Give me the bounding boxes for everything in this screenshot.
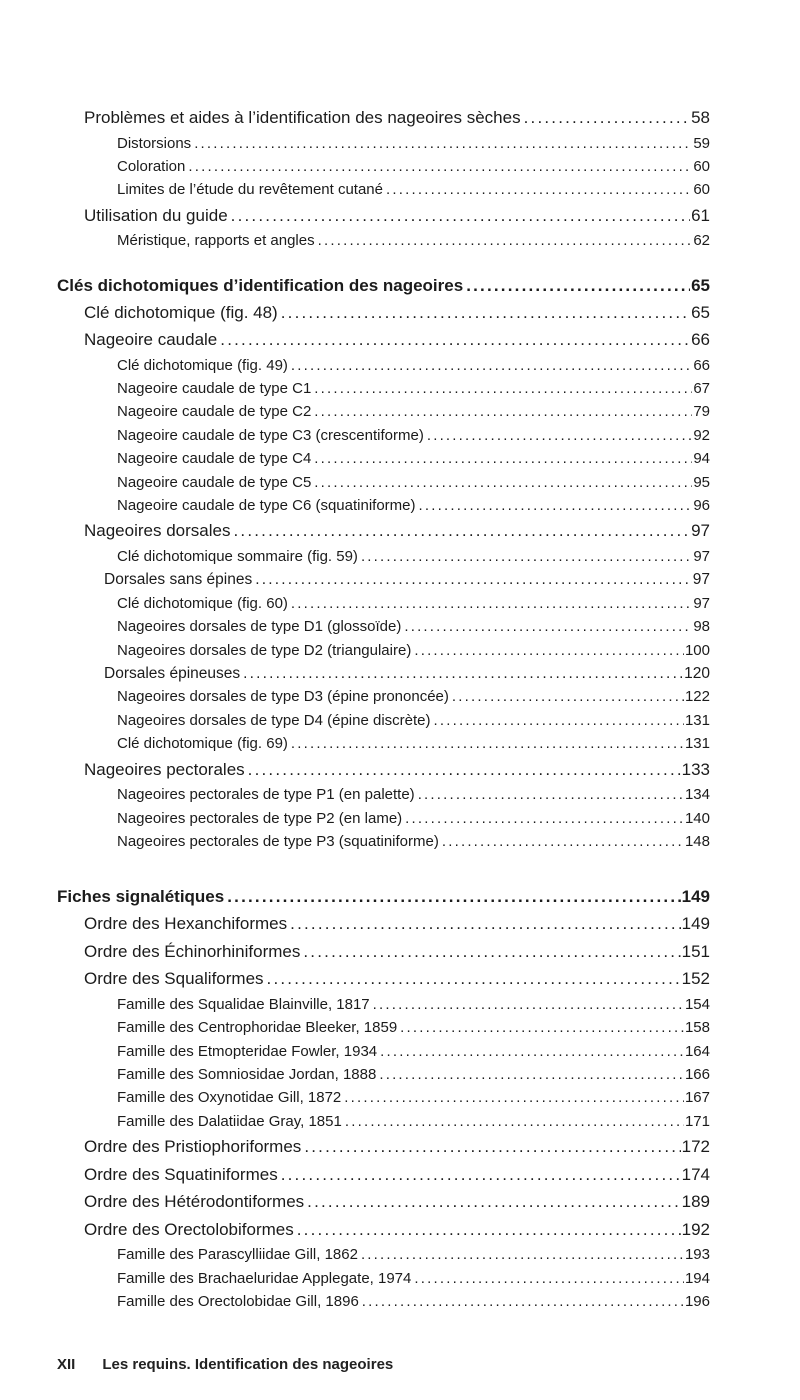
toc-entry-page: 148: [684, 832, 710, 850]
toc-entry-page: 97: [693, 547, 710, 565]
toc-entry: [57, 178, 710, 201]
toc-entry-page: 167: [684, 1089, 710, 1107]
toc-entry: [57, 615, 710, 638]
toc-entry-label: Famille des Centrophoridae Bleeker, 1859: [117, 1019, 398, 1037]
dot-leader: [405, 807, 684, 830]
toc-entry-label: Famille des Orectolobidae Gill, 1896: [117, 1293, 359, 1311]
dot-leader: [194, 132, 692, 155]
dot-leader: [291, 592, 692, 615]
dot-leader: [233, 517, 690, 545]
toc-entry: [57, 639, 710, 662]
toc-entry-page: 100: [684, 641, 710, 659]
toc-entry-page: 96: [693, 497, 710, 515]
toc-entry: [57, 756, 710, 784]
toc-entry: [57, 447, 710, 470]
toc-entry-page: 196: [684, 1293, 710, 1311]
toc-entry-page: 97: [692, 571, 710, 589]
toc-entry-page: 67: [693, 380, 710, 398]
toc-entry: [57, 471, 710, 494]
toc-entry-label: Méristique, rapports et angles: [117, 232, 315, 250]
dot-leader: [361, 1243, 684, 1266]
folio-page-number: XII: [57, 1356, 76, 1373]
toc-entry-page: 154: [684, 995, 710, 1013]
toc-entry-page: 60: [693, 157, 710, 175]
toc-entry-page: 66: [693, 356, 710, 374]
toc-entry-label: Nageoire caudale: [84, 330, 218, 350]
toc-entry-label: Dorsales épineuses: [104, 665, 241, 682]
toc-entry: [57, 517, 710, 545]
toc-entry-label: Nageoire caudale de type C1: [117, 380, 312, 398]
toc-entry: [57, 1016, 710, 1039]
toc-entry: [57, 1290, 710, 1313]
dot-leader: [344, 1086, 684, 1109]
table-of-contents: [57, 104, 710, 1314]
dot-leader: [314, 377, 692, 400]
toc-entry-label: Clé dichotomique (fig. 60): [117, 594, 288, 612]
dot-leader: [400, 1016, 684, 1039]
toc-entry: [57, 965, 710, 993]
toc-entry-page: 194: [684, 1269, 710, 1287]
dot-leader: [442, 830, 684, 853]
toc-entry-label: Fiches signalétiques: [57, 887, 225, 907]
dot-leader: [414, 639, 684, 662]
toc-entry-label: Nageoire caudale de type C5: [117, 473, 312, 491]
toc-entry-page: 166: [684, 1066, 710, 1084]
toc-entry-page: 58: [691, 108, 710, 127]
toc-entry-page: 65: [691, 275, 710, 295]
toc-entry-page: 131: [684, 735, 710, 753]
running-title: Les requins. Identification des nageoires: [102, 1356, 394, 1373]
toc-entry: [57, 1267, 710, 1290]
toc-entry: [57, 709, 710, 732]
toc-entry-label: Ordre des Orectolobiformes: [84, 1219, 294, 1239]
toc-entry-label: Problèmes et aides à l’identification des nageoires sèches: [84, 108, 521, 127]
dot-leader: [386, 178, 692, 201]
toc-entry-label: Ordre des Squaliformes: [84, 969, 264, 989]
toc-entry: [57, 783, 710, 806]
dot-leader: [419, 494, 693, 517]
dot-leader: [281, 1161, 681, 1189]
dot-leader: [314, 471, 692, 494]
toc-entry-page: 59: [693, 134, 710, 152]
toc-entry-label: Nageoire caudale de type C4: [117, 450, 312, 468]
toc-entry-label: Famille des Squalidae Blainville, 1817: [117, 995, 370, 1013]
toc-entry: [57, 155, 710, 178]
toc-entry-label: Clé dichotomique (fig. 48): [84, 302, 278, 322]
toc-entry-page: 134: [684, 786, 710, 804]
toc-entry-page: 149: [681, 887, 710, 907]
toc-entry: [57, 299, 710, 327]
toc-entry-page: 97: [693, 594, 710, 612]
dot-leader: [414, 1267, 684, 1290]
toc-entry: [57, 132, 710, 155]
toc-entry: [57, 993, 710, 1016]
toc-entry-page: 97: [691, 521, 710, 541]
dot-leader: [231, 202, 690, 230]
toc-entry-page: 62: [693, 232, 710, 250]
dot-leader: [373, 993, 684, 1016]
toc-entry-label: Nageoires pectorales de type P3 (squatiniforme): [117, 832, 439, 850]
dot-leader: [291, 354, 692, 377]
dot-leader: [227, 884, 680, 910]
toc-entry: [57, 807, 710, 830]
toc-entry-label: Ordre des Hexanchiformes: [84, 914, 288, 934]
toc-entry: [57, 592, 710, 615]
dot-leader: [379, 1063, 684, 1086]
toc-entry: [57, 1110, 710, 1133]
toc-entry-page: 149: [681, 914, 710, 934]
dot-leader: [307, 1188, 680, 1216]
toc-entry: [57, 545, 710, 568]
toc-entry-page: 122: [684, 688, 710, 706]
dot-leader: [380, 1040, 684, 1063]
dot-leader: [362, 1290, 684, 1313]
toc-entry: [57, 1216, 710, 1244]
dot-leader: [188, 155, 692, 178]
toc-entry: [57, 685, 710, 708]
dot-leader: [314, 447, 692, 470]
dot-leader: [452, 685, 684, 708]
toc-entry: [57, 1188, 710, 1216]
toc-entry-page: 172: [681, 1137, 710, 1157]
toc-entry-label: Clé dichotomique (fig. 69): [117, 735, 288, 753]
toc-entry-page: 95: [693, 473, 710, 491]
toc-entry: [57, 662, 710, 685]
toc-entry-page: 140: [684, 809, 710, 827]
dot-leader: [345, 1110, 684, 1133]
toc-entry: [57, 202, 710, 230]
toc-entry-label: Famille des Dalatiidae Gray, 1851: [117, 1112, 342, 1130]
toc-entry-page: 133: [681, 759, 710, 779]
dot-leader: [304, 1133, 680, 1161]
toc-entry: [57, 354, 710, 377]
toc-entry-label: Nageoires dorsales de type D1 (glossoïde): [117, 618, 402, 636]
dot-leader: [267, 965, 681, 993]
dot-leader: [297, 1216, 681, 1244]
toc-entry: [57, 326, 710, 354]
toc-entry-label: Famille des Etmopteridae Fowler, 1934: [117, 1042, 378, 1060]
toc-entry-page: 131: [684, 711, 710, 729]
toc-entry-label: Famille des Brachaeluridae Applegate, 1974: [117, 1269, 412, 1287]
toc-entry-label: Famille des Somniosidae Jordan, 1888: [117, 1066, 377, 1084]
dot-leader: [404, 615, 692, 638]
toc-entry-label: Nageoires pectorales de type P2 (en lame): [117, 809, 403, 827]
toc-entry-page: 92: [693, 426, 710, 444]
toc-entry: [57, 884, 710, 910]
dot-leader: [418, 783, 684, 806]
dot-leader: [314, 400, 692, 423]
toc-entry: [57, 938, 710, 966]
toc-entry: [57, 400, 710, 423]
toc-entry-page: 94: [693, 450, 710, 468]
toc-entry-page: 65: [691, 302, 710, 322]
dot-leader: [248, 756, 681, 784]
dot-leader: [291, 732, 684, 755]
toc-entry-label: Nageoires pectorales: [84, 759, 245, 779]
toc-entry-page: 61: [691, 205, 710, 225]
toc-entry-label: Nageoires dorsales de type D4 (épine discrète): [117, 711, 431, 729]
dot-leader: [303, 938, 680, 966]
toc-entry-page: 120: [684, 665, 710, 682]
toc-entry: [57, 377, 710, 400]
toc-entry-page: 171: [684, 1112, 710, 1130]
toc-entry-label: Nageoire caudale de type C3 (crescentiforme): [117, 426, 424, 444]
toc-entry-page: 189: [681, 1192, 710, 1212]
toc-entry-label: Limites de l’étude du revêtement cutané: [117, 181, 383, 199]
toc-entry: [57, 910, 710, 938]
toc-entry-page: 79: [693, 403, 710, 421]
toc-entry-label: Ordre des Pristiophoriformes: [84, 1137, 302, 1157]
dot-leader: [427, 424, 692, 447]
toc-entry-page: 158: [684, 1019, 710, 1037]
toc-entry-page: 193: [684, 1246, 710, 1264]
toc-entry: [57, 1161, 710, 1189]
toc-entry-label: Ordre des Hétérodontiformes: [84, 1192, 305, 1212]
toc-entry: [57, 494, 710, 517]
toc-entry-label: Distorsions: [117, 134, 192, 152]
toc-entry: [57, 1063, 710, 1086]
toc-entry: [57, 732, 710, 755]
toc-entry: [57, 830, 710, 853]
toc-entry-label: Utilisation du guide: [84, 205, 228, 225]
toc-entry: [57, 1243, 710, 1266]
dot-leader: [290, 910, 680, 938]
toc-entry-page: 60: [693, 181, 710, 199]
toc-entry-label: Famille des Oxynotidae Gill, 1872: [117, 1089, 342, 1107]
dot-leader: [243, 662, 683, 685]
toc-entry: [57, 1133, 710, 1161]
toc-entry: [57, 568, 710, 591]
toc-entry-label: Nageoire caudale de type C6 (squatiniforme): [117, 497, 416, 515]
toc-entry-page: 151: [681, 941, 710, 961]
dot-leader: [318, 229, 693, 252]
toc-entry: [57, 1040, 710, 1063]
toc-entry: [57, 1086, 710, 1109]
toc-entry: [57, 229, 710, 252]
toc-entry-label: Coloration: [117, 157, 186, 175]
toc-entry-label: Ordre des Échinorhiniformes: [84, 941, 301, 961]
page-footer: [57, 1356, 393, 1373]
toc-entry-label: Nageoires pectorales de type P1 (en palette): [117, 786, 415, 804]
toc-entry-page: 98: [693, 618, 710, 636]
dot-leader: [434, 709, 684, 732]
toc-entry-label: Clé dichotomique sommaire (fig. 59): [117, 547, 358, 565]
toc-entry-label: Nageoire caudale de type C2: [117, 403, 312, 421]
toc-entry-label: Nageoires dorsales de type D3 (épine prononcée): [117, 688, 449, 706]
toc-entry-page: 192: [681, 1219, 710, 1239]
toc-entry-page: 164: [684, 1042, 710, 1060]
toc-entry-page: 66: [691, 330, 710, 350]
toc-entry-label: Dorsales sans épines: [104, 571, 253, 589]
dot-leader: [524, 104, 690, 132]
toc-entry: [57, 273, 710, 299]
toc-entry-label: Nageoires dorsales de type D2 (triangulaire): [117, 641, 412, 659]
toc-entry-label: Nageoires dorsales: [84, 521, 231, 541]
toc-entry-label: Clé dichotomique (fig. 49): [117, 356, 288, 374]
dot-leader: [281, 299, 690, 327]
dot-leader: [220, 326, 690, 354]
toc-entry-page: 174: [681, 1164, 710, 1184]
dot-leader: [466, 273, 690, 299]
dot-leader: [361, 545, 692, 568]
toc-entry-label: Ordre des Squatiniformes: [84, 1164, 278, 1184]
toc-entry-label: Clés dichotomiques d’identification des nageoires: [57, 275, 464, 295]
dot-leader: [255, 568, 692, 591]
toc-entry-page: 152: [681, 969, 710, 989]
toc-entry-label: Famille des Parascylliidae Gill, 1862: [117, 1246, 358, 1264]
toc-entry: [57, 424, 710, 447]
toc-entry: [57, 104, 710, 132]
